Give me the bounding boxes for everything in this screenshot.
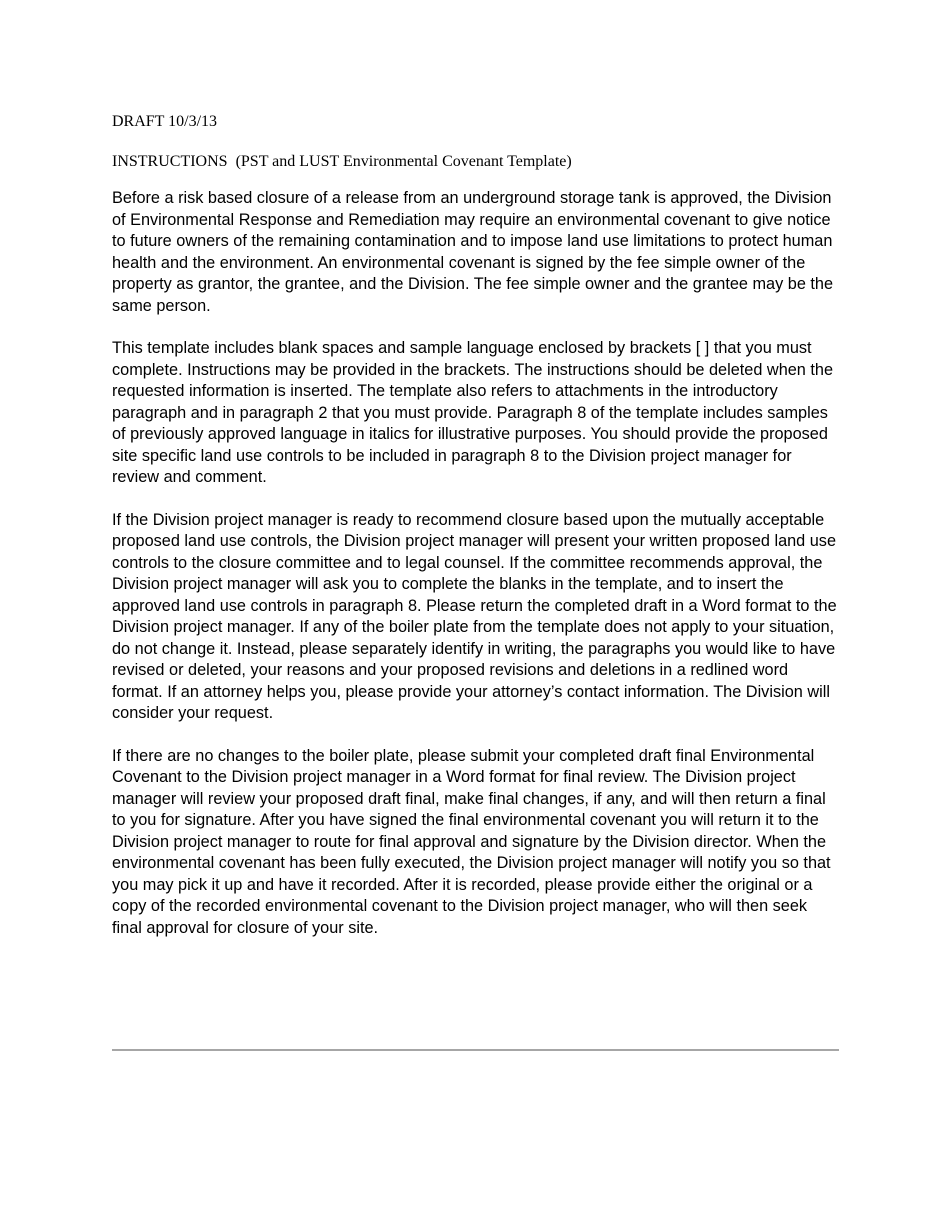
draft-date-label: DRAFT 10/3/13	[112, 113, 218, 130]
instructions-title: INSTRUCTIONS (PST and LUST Environmental Covenant Template)	[112, 153, 572, 170]
document-page	[112, 112, 840, 960]
paragraph-template-instructions: This template includes blank spaces and sample language enclosed by brackets [ ] that you must complete. Instructions may be provided in the brackets. The instructions should be deleted when the requested information is inserted. The template also refers to attachments in the introductory paragraph and in paragraph 2 that you must provide. Paragraph 8 of the template includes samples of previously approved language in italics for illustrative purposes. You should provide the proposed site specific land use controls to be included in paragraph 8 to the Division project manager for review and comment.	[112, 339, 834, 486]
paragraph-closure-recommendation: If the Division project manager is ready to recommend closure based upon the mutually acceptable proposed land use controls, the Division project manager will present your written proposed land use controls to the closure committee and to legal counsel. If the committee recommends approval, the Division project manager will ask you to complete the blanks in the template, and to insert the approved land use controls in paragraph 8. Please return the completed draft in a Word format to the Division project manager. If any of the boiler plate from the template does not apply to your situation, do not change it. Instead, please separately identify in writing, the paragraphs you would like to have revised or deleted, your reasons and your proposed revisions and deletions in a redlined word format. If an attorney helps you, please provide your attorney’s contact information. The Division will consider your request.	[112, 510, 837, 722]
paragraph-final-submission: If there are no changes to the boiler plate, please submit your completed draft final Environmental Covenant to the Division project manager in a Word format for final review. The Division project manager will review your proposed draft final, make final changes, if any, and will then return a final to you for signature. After you have signed the final environmental covenant you will return it to the Division project manager to route for final approval and signature by the Division director. When the environmental covenant has been fully executed, the Division project manager will notify you so that you may pick it up and have it recorded. After it is recorded, please provide either the original or a copy of the recorded environmental covenant to the Division project manager, who will then seek final approval for closure of your site.	[112, 746, 831, 937]
horizontal-divider	[112, 1049, 839, 1051]
paragraph-risk-based-closure: Before a risk based closure of a release from an underground storage tank is approved, the Division of Environmental Response and Remediation may require an environmental covenant to give notice to future owners of the remaining contamination and to impose land use limitations to protect human health and the environment. An environmental covenant is signed by the fee simple owner of the property as grantor, the grantee, and the Division. The fee simple owner and the grantee may be the same person.	[112, 189, 834, 315]
